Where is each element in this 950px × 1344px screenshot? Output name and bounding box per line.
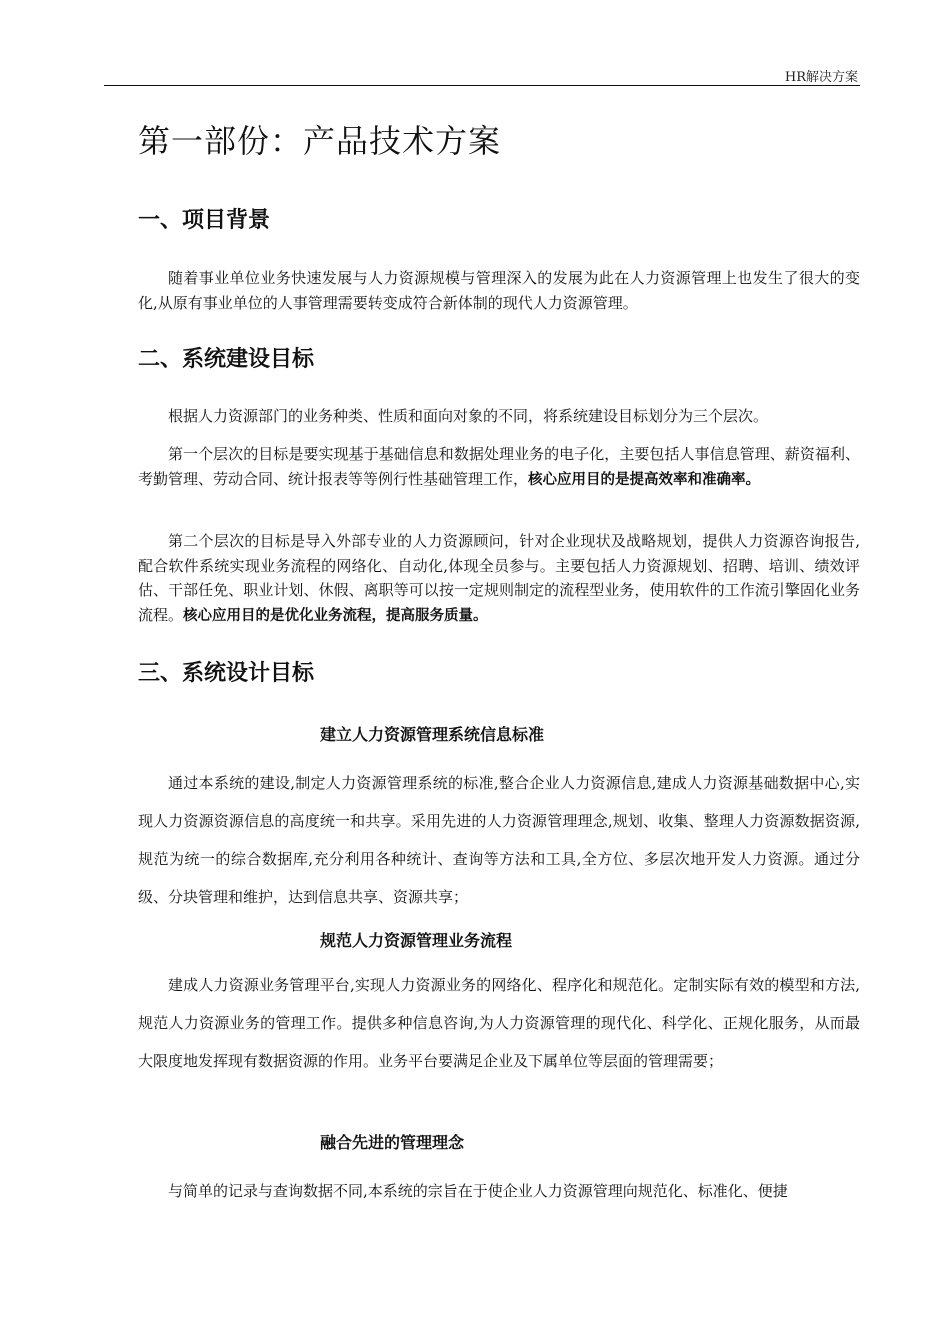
paragraph-level-two-emphasis: 核心应用目的是优化业务流程，提高服务质量。 — [183, 607, 488, 624]
subheading-management-philosophy: 融合先进的管理理念 — [320, 1133, 465, 1152]
paragraph-level-two-text: 第二个层次的目标是导入外部专业的人力资源顾问，针对企业现状及战略规划，提供人力资源咨询报告,配合软件系统实现业务流程的网络化、自动化,体现全员参与。主要包括人力资源规划、招聘、培训、绩效评估、干部任免、职业计划、休假、离职等可以按一定规则制定的流程型业务，使用软件的工作流引擎固化业务流程。 — [138, 532, 860, 624]
section-heading-build-goals: 二、系统建设目标 — [138, 347, 315, 372]
paragraph-info-standard: 通过本系统的建设,制定人力资源管理系统的标准,整合企业人力资源信息,建成人力资源基础数据中心,实现人力资源资源信息的高度统一和共享。采用先进的人力资源管理理念,规划、收集、整理人力资源数据资源,规范为统一的综合数据库,充分利用各种统计、查询等方法和工具,全方位、多层次地开发人力资源。通过分级、分块管理和维护，达到信息共享、资源共享； — [138, 774, 860, 906]
paragraph-background: 随着事业单位业务快速发展与人力资源规模与管理深入的发展为此在人力资源管理上也发生了很大的变化,从原有事业单位的人事管理需要转变成符合新体制的现代人力资源管理。 — [138, 269, 860, 312]
section-heading-background: 一、项目背景 — [138, 208, 271, 233]
subheading-info-standard: 建立人力资源管理系统信息标准 — [320, 725, 545, 744]
paragraph-management-philosophy: 与简单的记录与查询数据不同,本系统的宗旨在于使企业人力资源管理向规范化、标准化、便捷 — [168, 1182, 788, 1200]
paragraph-level-one-emphasis: 核心应用目的是提高效率和准确率。 — [528, 471, 761, 488]
header-divider — [104, 85, 860, 86]
paragraph-goal-levels: 根据人力资源部门的业务种类、性质和面向对象的不同，将系统建设目标划分为三个层次。 — [168, 407, 769, 425]
paragraph-level-one-text: 第一个层次的目标是要实现基于基础信息和数据处理业务的电子化，主要包括人事信息管理、薪资福利、考勤管理、劳动合同、统计报表等等例行性基础管理工作， — [138, 445, 860, 488]
paragraph-level-two — [138, 529, 860, 628]
paragraph-process-standard: 建成人力资源业务管理平台,实现人力资源业务的网络化、程序化和规范化。定制实际有效的模型和方法,规范人力资源业务的管理工作。提供多种信息咨询,为人力资源管理的现代化、科学化、正规化服务，从而最大限度地发挥现有数据资源的作用。业务平台要满足企业及下属单位等层面的管理需要； — [138, 976, 860, 1070]
subheading-process-standard: 规范人力资源管理业务流程 — [320, 931, 513, 950]
page-title: 第一部份：产品技术方案 — [138, 122, 502, 160]
header-label: HR解决方案 — [784, 70, 858, 85]
paragraph-level-one — [138, 442, 860, 492]
section-heading-design-goals: 三、系统设计目标 — [138, 661, 315, 686]
